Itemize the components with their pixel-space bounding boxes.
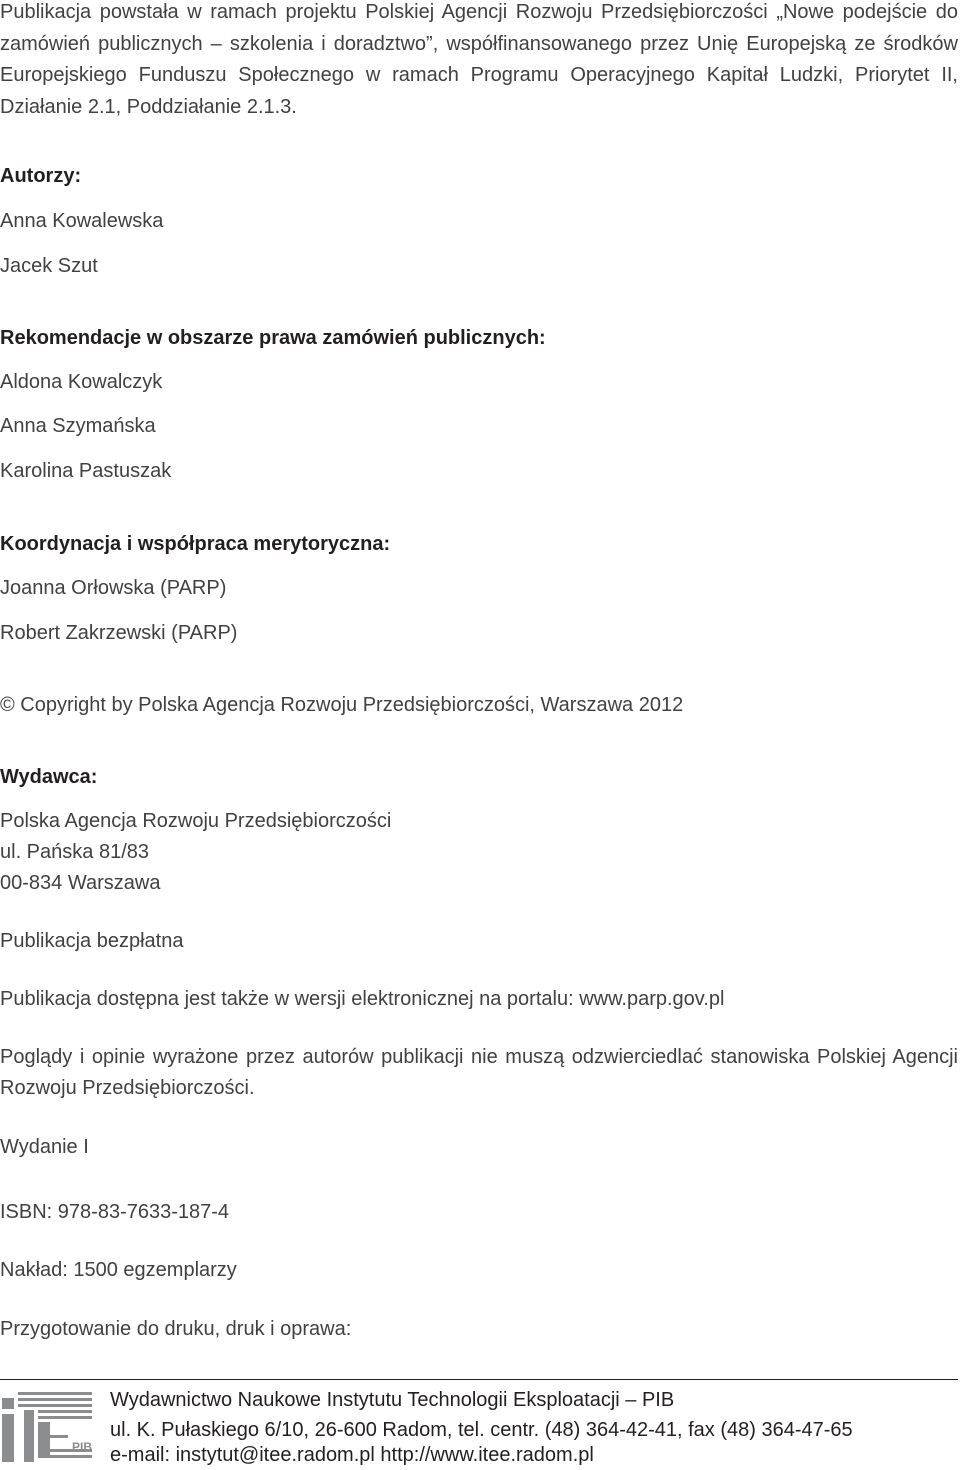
printer-contact: e-mail: instytut@itee.radom.pl http://www.itee.radom.pl [110, 1444, 594, 1466]
logo-pib-text: PIB [72, 1440, 93, 1454]
coordinator-name: Robert Zakrzewski (PARP) [0, 622, 238, 644]
itee-pib-logo-icon [0, 1388, 96, 1464]
publisher-heading: Wydawca: [0, 766, 98, 788]
author-name: Jacek Szut [0, 255, 98, 277]
edition-info: Wydanie I [0, 1136, 89, 1158]
print-run-info: Nakład: 1500 egzemplarzy [0, 1259, 237, 1281]
authors-heading: Autorzy: [0, 165, 82, 187]
recommendation-author-name: Karolina Pastuszak [0, 460, 172, 482]
isbn-info: ISBN: 978-83-7633-187-4 [0, 1201, 230, 1223]
author-name: Anna Kowalewska [0, 210, 164, 232]
coordination-heading: Koordynacja i współpraca merytoryczna: [0, 533, 391, 555]
publisher-street: ul. Pańska 81/83 [0, 841, 149, 863]
recommendations-heading: Rekomendacje w obszarze prawa zamówień publicznych: [0, 327, 546, 349]
coordinator-name: Joanna Orłowska (PARP) [0, 577, 227, 599]
footer-divider [0, 1379, 958, 1380]
printer-address: ul. K. Pułaskiego 6/10, 26-600 Radom, tel. centr. (48) 364-42-41, fax (48) 364-47-65 [110, 1419, 853, 1441]
disclaimer-paragraph: Poglądy i opinie wyrażone przez autorów publikacji nie muszą odzwierciedlać stanowiska Polskiej Agencji Rozwoju Przedsiębiorczości. [0, 1046, 958, 1099]
printing-label: Przygotowanie do druku, druk i oprawa: [0, 1318, 352, 1340]
free-publication-note: Publikacja bezpłatna [0, 930, 184, 952]
printer-name: Wydawnictwo Naukowe Instytutu Technologii Eksploatacji – PIB [110, 1389, 675, 1411]
recommendation-author-name: Aldona Kowalczyk [0, 371, 163, 393]
copyright-notice: © Copyright by Polska Agencja Rozwoju Przedsiębiorczości, Warszawa 2012 [0, 694, 684, 716]
publisher-city: 00-834 Warszawa [0, 872, 161, 894]
recommendation-author-name: Anna Szymańska [0, 415, 156, 437]
publisher-name: Polska Agencja Rozwoju Przedsiębiorczości [0, 810, 392, 832]
intro-paragraph: Publikacja powstała w ramach projektu Polskiej Agencji Rozwoju Przedsiębiorczości „Nowe podejście do zamówień publicznych – szkolenia i doradztwo”, współfinansowanego przez Unię Europejską ze środków Europejskiego Funduszu Społecznego w ramach Programu Operacyjnego Kapitał Ludzki, Priorytet II, Działanie 2.1, Poddziałanie 2.1.3. [0, 1, 958, 118]
online-availability-note: Publikacja dostępna jest także w wersji elektronicznej na portalu: www.parp.gov.pl [0, 988, 725, 1010]
